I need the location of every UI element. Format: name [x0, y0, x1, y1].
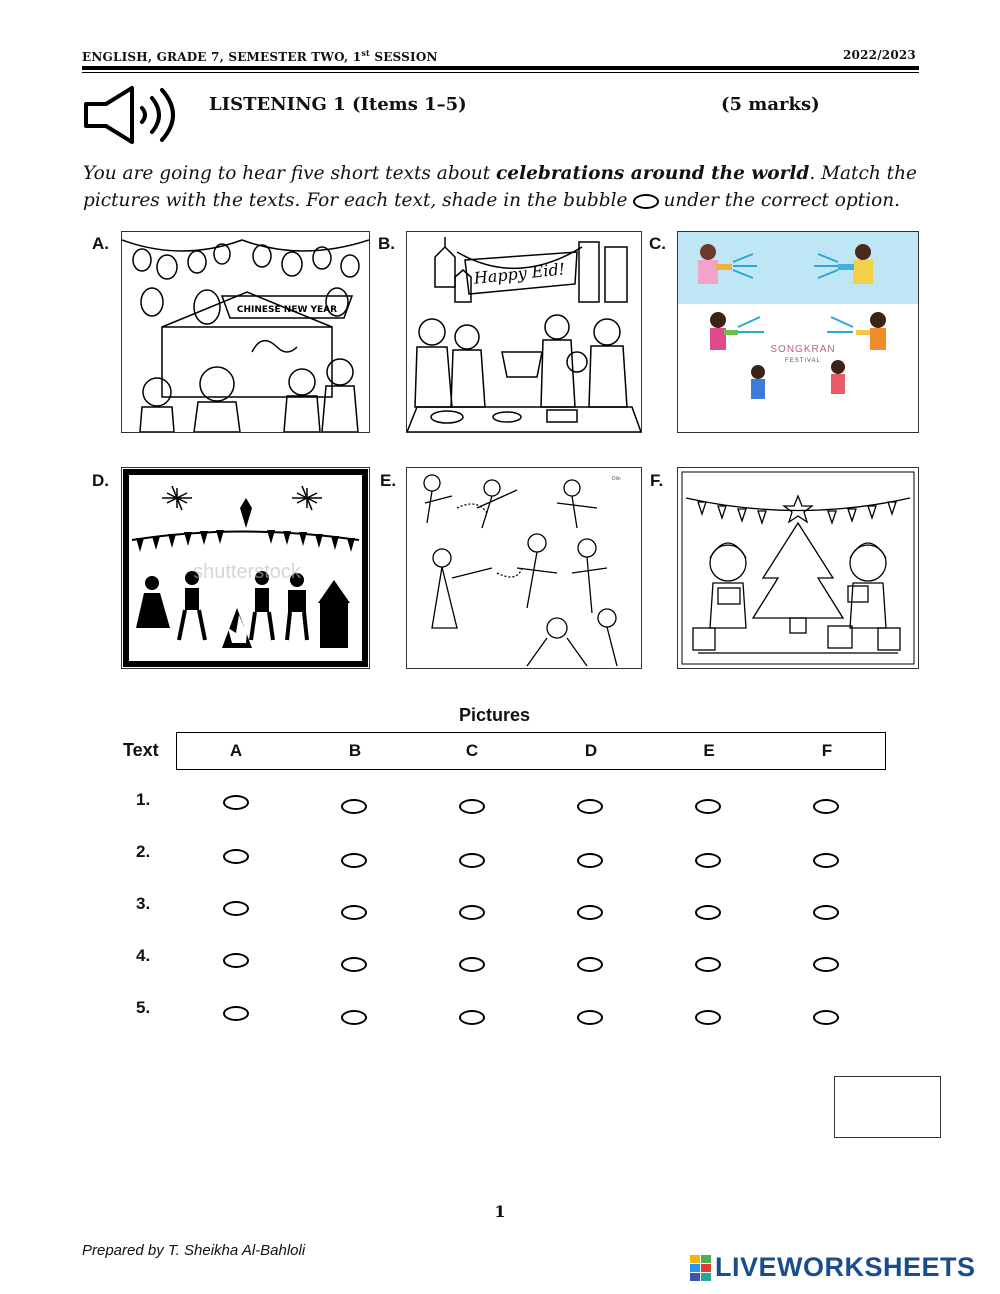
exam-year: 2022/2023 — [843, 48, 916, 62]
bubble-text4-b[interactable] — [341, 957, 367, 972]
section-title: LISTENING 1 (Items 1–5) — [209, 94, 467, 115]
bubble-text4-e[interactable] — [695, 957, 721, 972]
bubble-text5-d[interactable] — [577, 1010, 603, 1025]
column-b: B — [348, 741, 362, 760]
bubble-text1-f[interactable] — [813, 799, 839, 814]
bubble-text2-b[interactable] — [341, 853, 367, 868]
picture-c-sub: FESTIVAL — [785, 358, 821, 364]
bubble-text5-a[interactable] — [223, 1006, 249, 1021]
bubble-text3-b[interactable] — [341, 905, 367, 920]
bubble-text1-b[interactable] — [341, 799, 367, 814]
picture-d-watermark: shutterstock — [193, 561, 301, 583]
bubble-text5-b[interactable] — [341, 1010, 367, 1025]
bubble-text3-d[interactable] — [577, 905, 603, 920]
bubble-text5-e[interactable] — [695, 1010, 721, 1025]
bubble-text2-c[interactable] — [459, 853, 485, 868]
bubble-text1-c[interactable] — [459, 799, 485, 814]
bubble-text3-c[interactable] — [459, 905, 485, 920]
row-number-4: 4. — [136, 946, 151, 965]
score-box[interactable] — [834, 1076, 941, 1138]
table-header-box — [176, 732, 886, 770]
column-d: D — [584, 741, 598, 760]
header-rule — [82, 66, 919, 70]
picture-label-b: B. — [378, 234, 395, 253]
bubble-text2-e[interactable] — [695, 853, 721, 868]
picture-d-bonfire-festival — [121, 467, 370, 669]
footer-author: Prepared by T. Sheikha Al-Bahloli — [82, 1242, 306, 1259]
speaker-icon — [82, 84, 184, 146]
table-heading-text: Text — [123, 740, 159, 760]
bubble-text3-a[interactable] — [223, 901, 249, 916]
instructions: You are going to hear five short texts about celebrations around the world. Match the pictures with the texts. For each text, shade in the bubble under the correct option. — [83, 163, 917, 211]
column-a: A — [229, 741, 243, 760]
bubble-text5-c[interactable] — [459, 1010, 485, 1025]
bubble-text2-a[interactable] — [223, 849, 249, 864]
picture-label-a: A. — [92, 234, 109, 253]
bubble-text2-f[interactable] — [813, 853, 839, 868]
row-number-5: 5. — [136, 998, 151, 1017]
picture-b-eid — [406, 231, 642, 433]
picture-e-tag: Dlin — [612, 476, 621, 482]
bubble-text1-e[interactable] — [695, 799, 721, 814]
bubble-text2-d[interactable] — [577, 853, 603, 868]
table-heading-pictures: Pictures — [459, 705, 531, 725]
bubble-text1-d[interactable] — [577, 799, 603, 814]
liveworksheets-logo-icon — [690, 1255, 711, 1281]
column-f: F — [821, 741, 833, 760]
exam-header-left: ENGLISH, GRADE 7, SEMESTER TWO, 1st SESSION — [82, 48, 438, 64]
bubble-text4-d[interactable] — [577, 957, 603, 972]
picture-e-holi — [406, 467, 642, 669]
bubble-text4-a[interactable] — [223, 953, 249, 968]
bubble-text5-f[interactable] — [813, 1010, 839, 1025]
picture-label-d: D. — [92, 471, 109, 490]
picture-c-songkran — [677, 231, 919, 433]
row-number-1: 1. — [136, 790, 151, 809]
picture-label-f: F. — [650, 471, 664, 490]
picture-c-banner: SONGKRAN — [770, 344, 836, 355]
column-c: C — [465, 741, 479, 760]
bubble-example-icon — [633, 194, 659, 209]
bubble-text4-c[interactable] — [459, 957, 485, 972]
picture-a-chinese-new-year — [121, 231, 370, 433]
bubble-text4-f[interactable] — [813, 957, 839, 972]
section-marks: (5 marks) — [721, 94, 820, 115]
picture-a-banner: CHINESE NEW YEAR — [236, 305, 338, 315]
page-number: 1 — [494, 1202, 506, 1221]
picture-f-christmas — [677, 467, 919, 669]
picture-label-e: E. — [380, 471, 397, 490]
picture-b-banner: Happy Eid! — [472, 259, 566, 288]
liveworksheets-logo[interactable]: LIVEWORKSHEETS — [690, 1252, 976, 1283]
row-number-3: 3. — [136, 894, 151, 913]
row-number-2: 2. — [136, 842, 151, 861]
header-rule-thin — [82, 72, 919, 73]
picture-label-c: C. — [649, 234, 666, 253]
bubble-text1-a[interactable] — [223, 795, 249, 810]
bubble-text3-e[interactable] — [695, 905, 721, 920]
bubble-text3-f[interactable] — [813, 905, 839, 920]
column-e: E — [703, 741, 715, 760]
